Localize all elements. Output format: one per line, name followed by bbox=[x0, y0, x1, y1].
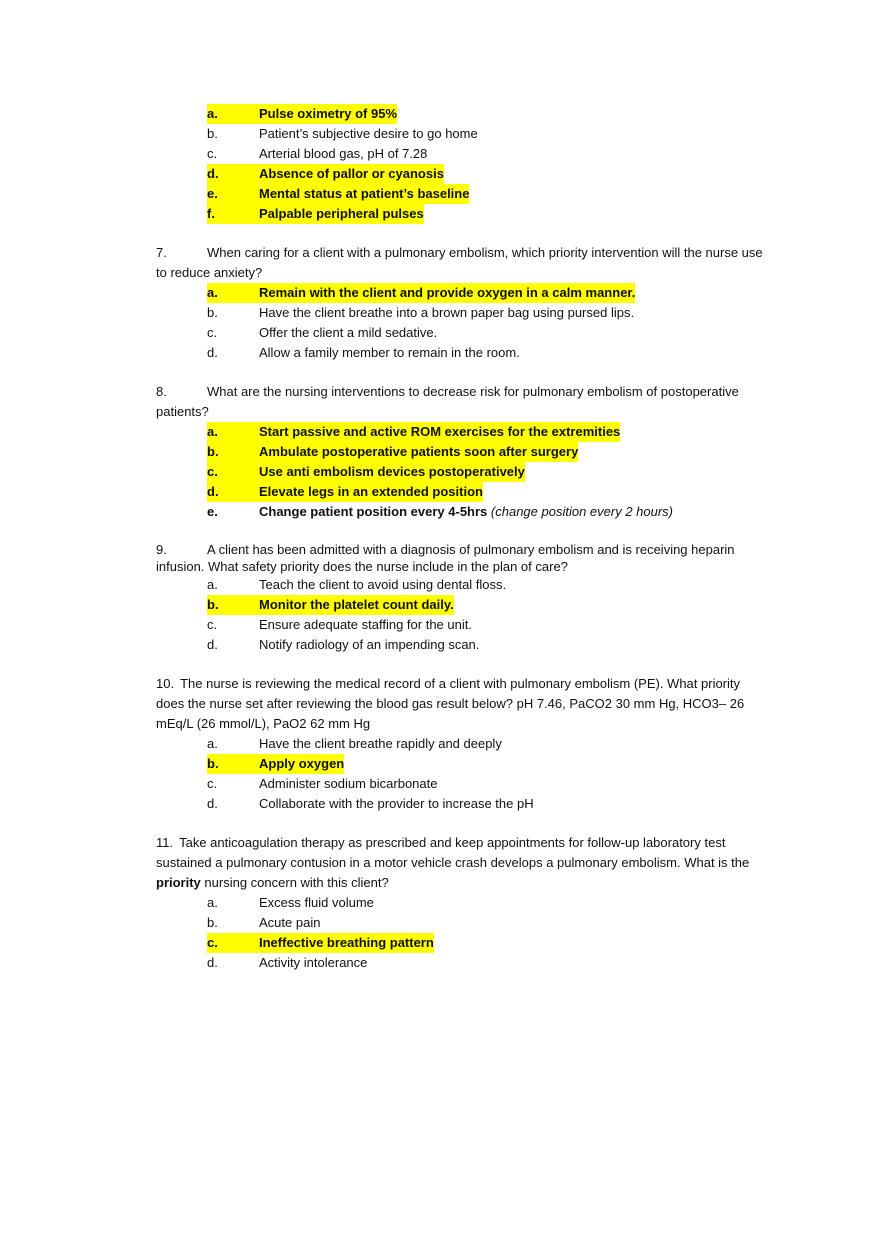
q8-option-a: a. Start passive and active ROM exercises for the extremities bbox=[156, 422, 766, 442]
q8-stem: 8. What are the nursing interventions to decrease risk for pulmonary embolism of postoperative patients? bbox=[156, 384, 739, 419]
q11-option-d: d. Activity intolerance bbox=[207, 955, 368, 970]
q10-option-a: a. Have the client breathe rapidly and deeply bbox=[207, 736, 502, 751]
q8-option-b: b. Ambulate postoperative patients soon after surgery bbox=[156, 442, 766, 462]
q9-option-c: c. Ensure adequate staffing for the unit. bbox=[207, 617, 472, 632]
q8-option-c: c. Use anti embolism devices postoperatively bbox=[156, 462, 766, 482]
page-content bbox=[156, 104, 766, 973]
q6-option-a: a. Pulse oximetry of 95% bbox=[156, 104, 766, 124]
q10-option-c: c. Administer sodium bicarbonate bbox=[207, 776, 438, 791]
q7-option-c: c. Offer the client a mild sedative. bbox=[207, 325, 438, 340]
q6-option-d: d. Absence of pallor or cyanosis bbox=[156, 164, 766, 184]
q6-option-f: f. Palpable peripheral pulses bbox=[156, 204, 766, 224]
question-8 bbox=[156, 382, 766, 522]
q10-option-d: d. Collaborate with the provider to increase the pH bbox=[207, 796, 534, 811]
question-11 bbox=[156, 833, 766, 973]
question-10 bbox=[156, 674, 766, 814]
q7-option-d: d. Allow a family member to remain in the room. bbox=[207, 345, 520, 360]
q6-option-e: e. Mental status at patient’s baseline bbox=[156, 184, 766, 204]
q10-stem: 10. The nurse is reviewing the medical record of a client with pulmonary embolism (PE). What priority does the nurse set after reviewing the blood gas result below? pH 7.46, PaCO2 30 mm Hg, HCO3– 26 mEq/L (26 mmol/L), PaO2 62 mm Hg bbox=[156, 676, 745, 731]
q9-option-a: a. Teach the client to avoid using dental floss. bbox=[207, 577, 507, 592]
q7-option-b: b. Have the client breathe into a brown paper bag using pursed lips. bbox=[207, 305, 635, 320]
q11-stem: 11. Take anticoagulation therapy as prescribed and keep appointments for follow-up laboratory test sustained a pulmonary contusion in a motor vehicle crash develops a pulmonary embolism. What is the priority nursing concern with this client? bbox=[156, 835, 750, 890]
q7-stem: 7. When caring for a client with a pulmonary embolism, which priority intervention will the nurse use to reduce anxiety? bbox=[156, 245, 763, 280]
q6-options bbox=[156, 104, 766, 224]
q11-option-a: a. Excess fluid volume bbox=[207, 895, 374, 910]
q9-option-d: d. Notify radiology of an impending scan. bbox=[207, 637, 480, 652]
question-9 bbox=[156, 541, 766, 655]
q8-option-e-note: (change position every 2 hours) bbox=[490, 504, 674, 519]
q9-stem: 9. A client has been admitted with a diagnosis of pulmonary embolism and is receiving heparin infusion. What safety priority does the nurse include in the plan of care? bbox=[156, 542, 735, 574]
q6-option-c: c. Arterial blood gas, pH of 7.28 bbox=[207, 146, 428, 161]
q11-option-b: b. Acute pain bbox=[207, 915, 321, 930]
q8-option-e: e. Change patient position every 4-5hrs (change position every 2 hours) bbox=[207, 504, 674, 519]
q7-option-a: a. Remain with the client and provide oxygen in a calm manner. bbox=[156, 283, 766, 303]
q6-option-b: b. Patient’s subjective desire to go home bbox=[207, 126, 478, 141]
q10-option-b: b. Apply oxygen bbox=[156, 754, 766, 774]
q11-option-c: c. Ineffective breathing pattern bbox=[156, 933, 766, 953]
q8-option-d: d. Elevate legs in an extended position bbox=[156, 482, 766, 502]
q11-stem-emphasis: priority bbox=[156, 875, 201, 890]
question-7 bbox=[156, 243, 766, 363]
q9-option-b: b. Monitor the platelet count daily. bbox=[156, 595, 766, 615]
